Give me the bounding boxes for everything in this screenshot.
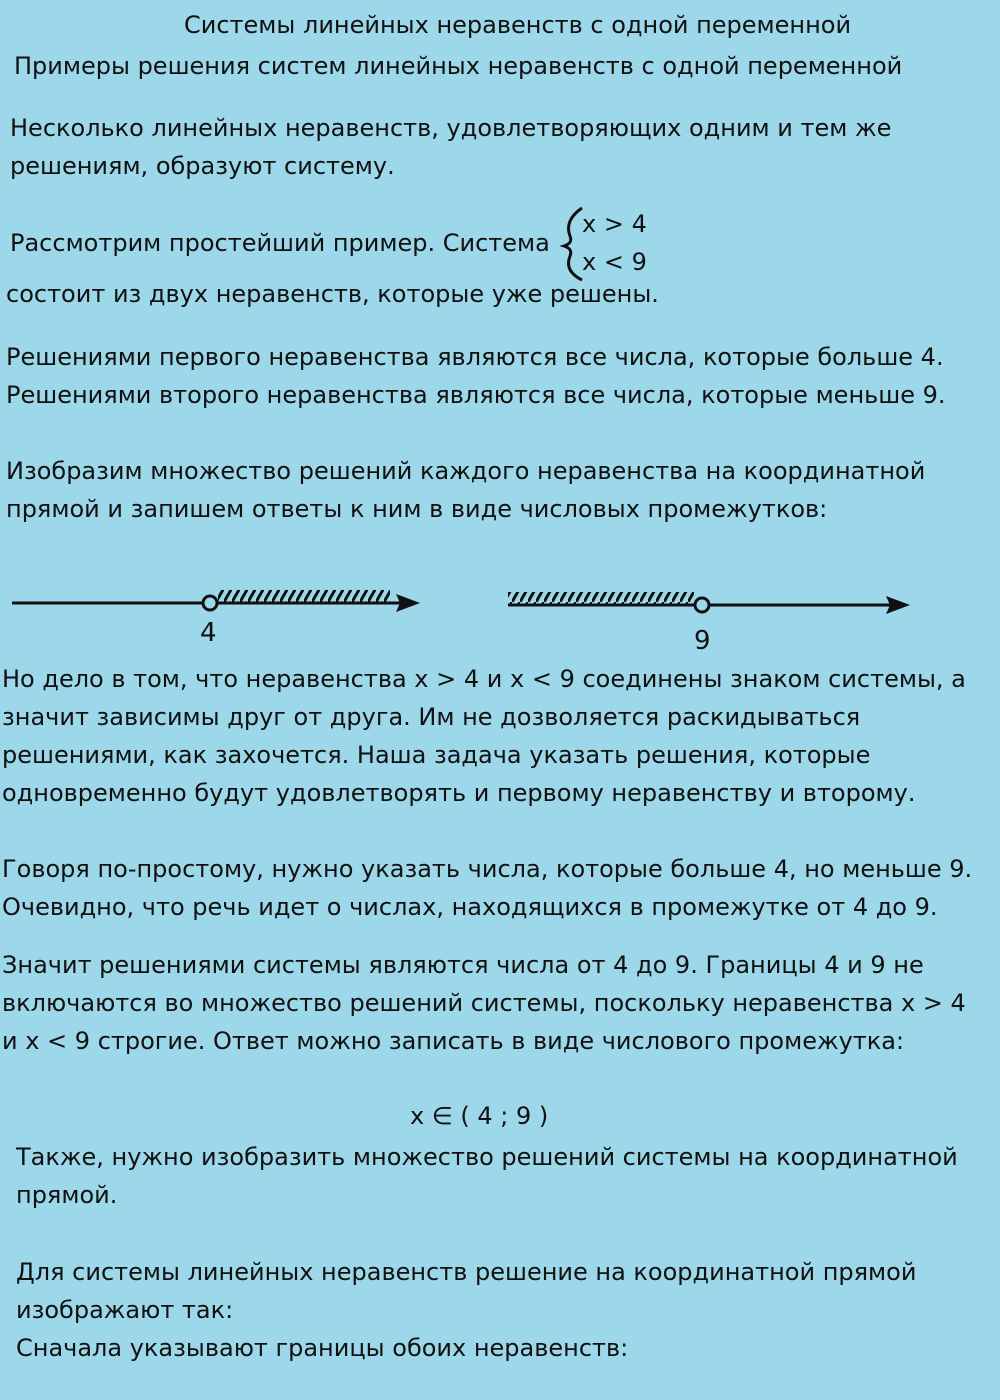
- page-subtitle: Примеры решения систем линейных неравенств с одной переменной: [14, 52, 903, 80]
- but-line-4: одновременно будут удовлетворять и первому неравенству и второму.: [2, 779, 916, 807]
- number-line-x-greater-4: [12, 590, 420, 612]
- depict-line-2: прямой и запишем ответы к ним в виде числовых промежутков:: [6, 495, 828, 523]
- page-title: Системы линейных неравенств с одной переменной: [184, 11, 852, 39]
- therefore-line-3: и x < 9 строгие. Ответ можно записать в виде числового промежутка:: [2, 1027, 905, 1055]
- arrow-right-icon: [886, 596, 910, 614]
- but-line-1: Но дело в том, что неравенства x > 4 и x < 9 соединены знаком системы, а: [2, 665, 966, 693]
- for-system-line-3: Сначала указывают границы обоих неравенств:: [16, 1334, 629, 1362]
- arrow-right-icon: [396, 594, 420, 612]
- simply-line-2: Очевидно, что речь идет о числах, находящихся в промежутке от 4 до 9.: [2, 893, 938, 921]
- example-lead: Рассмотрим простейший пример. Система: [10, 229, 550, 257]
- therefore-line-2: включаются во множество решений системы, поскольку неравенства x > 4: [2, 989, 966, 1017]
- open-point-4: [203, 596, 217, 610]
- number-line-x-less-9: [508, 592, 910, 614]
- system-inequality-2: x < 9: [582, 248, 647, 276]
- solutions-line-1: Решениями первого неравенства являются все числа, которые больше 4.: [6, 343, 944, 371]
- answer-interval: x ∈ ( 4 ; 9 ): [410, 1102, 549, 1130]
- hatch-region: [218, 590, 390, 602]
- open-point-9: [695, 598, 709, 612]
- for-system-line-2: изображают так:: [16, 1296, 234, 1324]
- hatch-region: [508, 592, 694, 604]
- point-label-4: 4: [200, 618, 217, 648]
- solutions-line-2: Решениями второго неравенства являются все числа, которые меньше 9.: [6, 381, 946, 409]
- point-label-9: 9: [694, 626, 711, 656]
- also-line-1: Также, нужно изобразить множество решений системы на координатной: [16, 1143, 958, 1171]
- for-system-line-1: Для системы линейных неравенств решение на координатной прямой: [16, 1258, 917, 1286]
- intro-line-1: Несколько линейных неравенств, удовлетворяющих одним и тем же: [10, 114, 892, 142]
- but-line-2: значит зависимы друг от друга. Им не дозволяется раскидываться: [2, 703, 861, 731]
- simply-line-1: Говоря по-простому, нужно указать числа, которые больше 4, но меньше 9.: [2, 855, 973, 883]
- but-line-3: решениями, как захочется. Наша задача указать решения, которые: [2, 741, 871, 769]
- depict-line-1: Изобразим множество решений каждого неравенства на координатной: [6, 457, 926, 485]
- system-inequality-1: x > 4: [582, 210, 647, 238]
- example-after: состоит из двух неравенств, которые уже решены.: [6, 280, 659, 308]
- therefore-line-1: Значит решениями системы являются числа от 4 до 9. Границы 4 и 9 не: [2, 951, 924, 979]
- intro-line-2: решениям, образуют систему.: [10, 152, 395, 180]
- also-line-2: прямой.: [16, 1181, 118, 1209]
